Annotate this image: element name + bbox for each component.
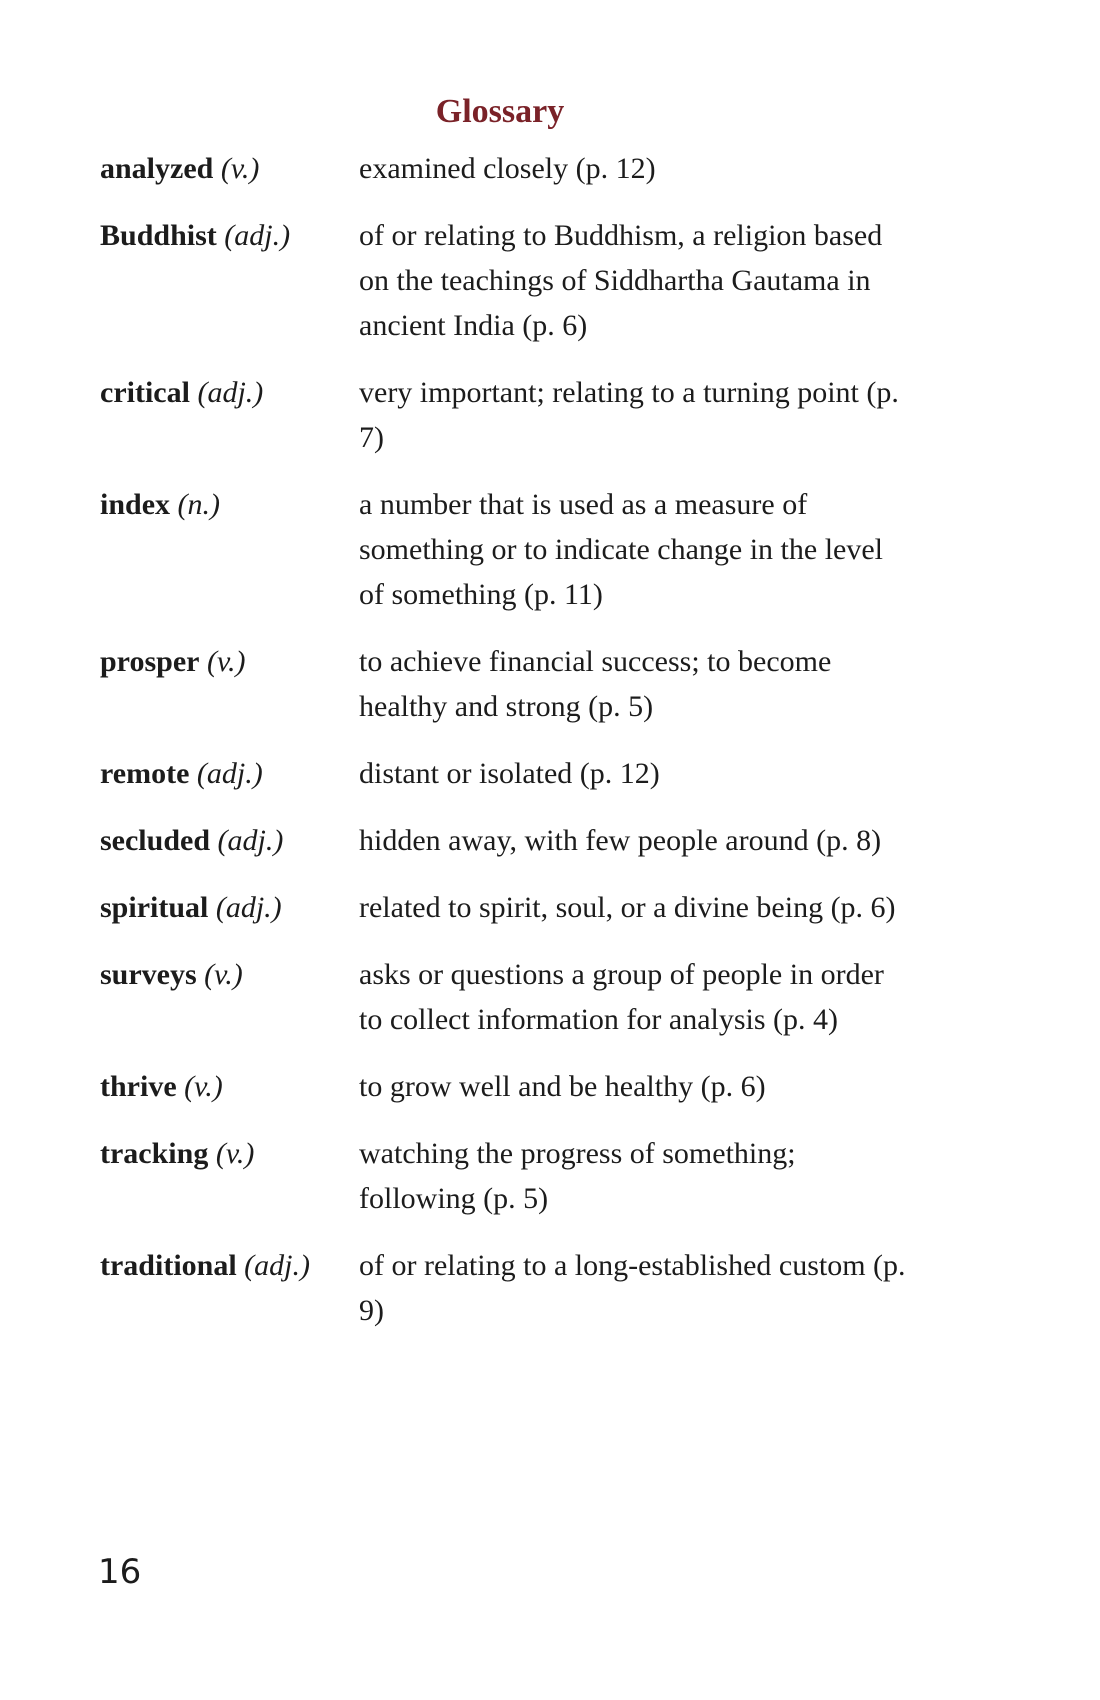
glossary-term: secluded bbox=[100, 824, 211, 857]
term-column bbox=[100, 952, 359, 997]
term-column bbox=[100, 1131, 359, 1176]
term-column bbox=[100, 818, 359, 863]
glossary-list bbox=[100, 146, 920, 1355]
glossary-definition: to grow well and be healthy (p. 6) bbox=[359, 1070, 766, 1103]
glossary-definition: very important; relating to a turning point (p. 7) bbox=[359, 376, 899, 454]
glossary-entry bbox=[100, 751, 920, 796]
part-of-speech: (adj.) bbox=[215, 891, 282, 924]
glossary-definition: a number that is used as a measure of something or to indicate change in the level of something (p. 11) bbox=[359, 488, 884, 611]
glossary-term: analyzed bbox=[100, 152, 214, 185]
glossary-term: index bbox=[100, 488, 171, 521]
glossary-definition: of or relating to Buddhism, a religion based on the teachings of Siddhartha Gautama in ancient India (p. 6) bbox=[359, 219, 883, 342]
glossary-definition: distant or isolated (p. 12) bbox=[359, 757, 660, 790]
term-column bbox=[100, 1064, 359, 1109]
glossary-term: traditional bbox=[100, 1249, 237, 1282]
term-column bbox=[100, 213, 359, 258]
part-of-speech: (adj.) bbox=[224, 219, 291, 252]
term-column bbox=[100, 751, 359, 796]
part-of-speech: (v.) bbox=[220, 152, 260, 185]
part-of-speech: (v.) bbox=[206, 645, 246, 678]
term-column bbox=[100, 482, 359, 527]
glossary-definition: hidden away, with few people around (p. 8) bbox=[359, 824, 882, 857]
glossary-term: thrive bbox=[100, 1070, 177, 1103]
glossary-definition: of or relating to a long-established custom (p. 9) bbox=[359, 1249, 906, 1327]
part-of-speech: (adj.) bbox=[244, 1249, 310, 1282]
glossary-entry bbox=[100, 213, 920, 348]
glossary-entry bbox=[100, 885, 920, 930]
glossary-entry bbox=[100, 952, 920, 1042]
glossary-term: tracking bbox=[100, 1137, 209, 1170]
part-of-speech: (adj.) bbox=[197, 376, 264, 409]
term-column bbox=[100, 146, 359, 191]
term-column bbox=[100, 885, 359, 930]
term-column bbox=[100, 639, 359, 684]
glossary-entry bbox=[100, 370, 920, 460]
glossary-entry bbox=[100, 146, 920, 191]
part-of-speech: (adj.) bbox=[196, 757, 263, 790]
glossary-entry bbox=[100, 1064, 920, 1109]
term-column bbox=[100, 370, 359, 415]
glossary-entry bbox=[100, 1243, 920, 1333]
page-number: 16 bbox=[98, 1552, 142, 1592]
glossary-entry bbox=[100, 639, 920, 729]
glossary-definition: to achieve financial success; to become healthy and strong (p. 5) bbox=[359, 645, 832, 723]
part-of-speech: (n.) bbox=[177, 488, 221, 521]
glossary-term: Buddhist bbox=[100, 219, 217, 252]
part-of-speech: (v.) bbox=[204, 958, 243, 991]
glossary-term: remote bbox=[100, 757, 190, 790]
page-title: Glossary bbox=[435, 93, 565, 130]
glossary-definition: watching the progress of something; following (p. 5) bbox=[359, 1137, 796, 1215]
glossary-term: critical bbox=[100, 376, 190, 409]
glossary-term: prosper bbox=[100, 645, 200, 678]
part-of-speech: (v.) bbox=[215, 1137, 255, 1170]
glossary-term: surveys bbox=[100, 958, 197, 991]
glossary-entry bbox=[100, 818, 920, 863]
glossary-entry bbox=[100, 482, 920, 617]
part-of-speech: (adj.) bbox=[217, 824, 284, 857]
glossary-definition: related to spirit, soul, or a divine being (p. 6) bbox=[359, 891, 896, 924]
term-column bbox=[100, 1243, 359, 1288]
glossary-definition: examined closely (p. 12) bbox=[359, 152, 656, 185]
glossary-term: spiritual bbox=[100, 891, 209, 924]
glossary-definition: asks or questions a group of people in order to collect information for analysis (p. 4) bbox=[359, 958, 884, 1036]
part-of-speech: (v.) bbox=[184, 1070, 223, 1103]
glossary-entry bbox=[100, 1131, 920, 1221]
